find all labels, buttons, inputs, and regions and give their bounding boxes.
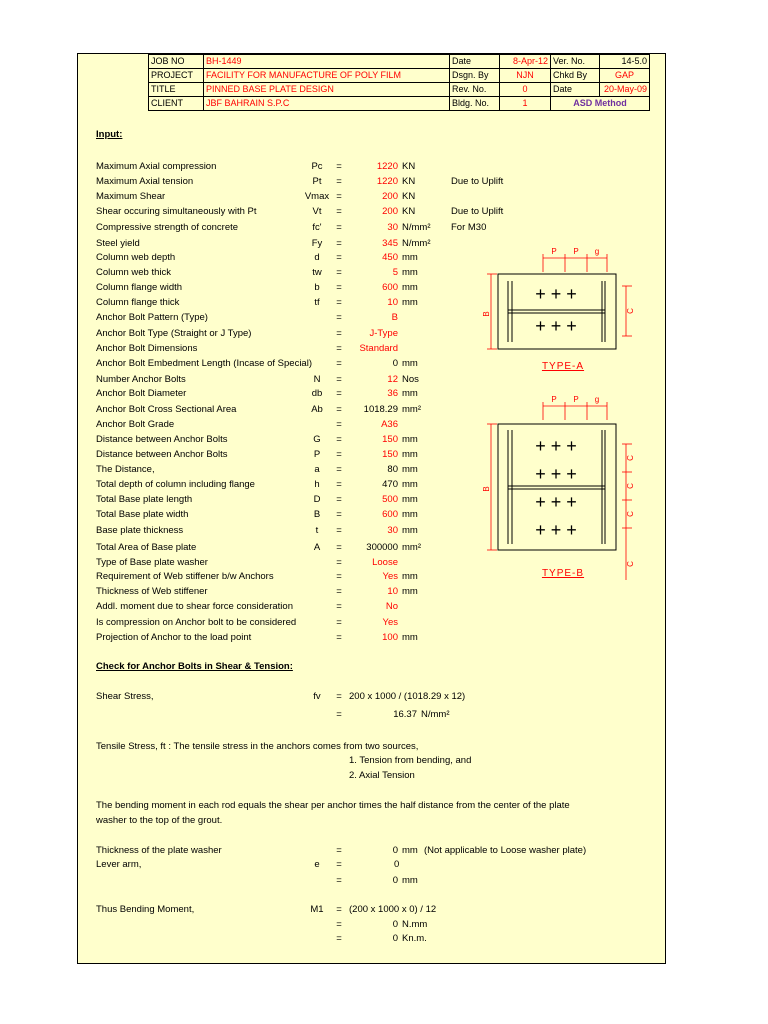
- ver-label: Ver. No.: [550, 54, 600, 69]
- input-row-unit: mm: [402, 434, 418, 445]
- input-row-symbol: Vmax: [304, 191, 330, 202]
- input-row-equals: =: [336, 328, 342, 339]
- input-row-value: J-Type: [369, 328, 398, 339]
- input-row-label: Shear occuring simultaneously with Pt: [96, 206, 257, 217]
- input-row-value: 450: [382, 252, 398, 263]
- dim-b-label: B: [482, 486, 491, 492]
- input-row-unit: mm: [402, 297, 418, 308]
- lever-arm-label: Lever arm,: [96, 859, 142, 870]
- input-row-value: 200: [382, 206, 398, 217]
- chkd-label: Chkd By: [550, 68, 600, 83]
- client-value: JBF BAHRAIN S.P.C: [203, 96, 450, 111]
- input-row-value: 1220: [376, 176, 398, 187]
- input-row-label: Column flange thick: [96, 297, 180, 308]
- lever-eq-2: =: [336, 875, 342, 886]
- dim-c-label: C: [626, 511, 635, 517]
- lever-eq: =: [336, 859, 342, 870]
- dim-c-label: C: [626, 561, 635, 567]
- input-row-label: Total Base plate length: [96, 494, 193, 505]
- bending-moment-symbol: M1: [310, 904, 324, 915]
- input-row-symbol: N: [313, 374, 321, 385]
- input-row-symbol: db: [311, 388, 323, 399]
- input-row-value: 200: [382, 191, 398, 202]
- input-row-symbol: P: [313, 449, 321, 460]
- input-row-equals: =: [336, 297, 342, 308]
- input-row-value: 150: [382, 434, 398, 445]
- title-value: PINNED BASE PLATE DESIGN: [203, 82, 450, 97]
- input-row-symbol: b: [314, 282, 320, 293]
- dim-c-label: C: [626, 483, 635, 489]
- tensile-intro: Tensile Stress, ft : The tensile stress in the anchors comes from two sources,: [96, 741, 419, 752]
- client-label: CLIENT: [148, 96, 204, 111]
- input-row-label: Base plate thickness: [96, 525, 184, 536]
- input-row-equals: =: [336, 343, 342, 354]
- input-row-value: 345: [382, 238, 398, 249]
- input-row-equals: =: [336, 222, 342, 233]
- input-row-unit: Nos: [402, 374, 419, 385]
- shear-unit: N/mm²: [421, 709, 450, 720]
- input-row-unit: mm: [402, 494, 418, 505]
- input-row-equals: =: [336, 161, 342, 172]
- input-row-unit: mm²: [402, 542, 421, 553]
- title-label: TITLE: [148, 82, 204, 97]
- moment-eq-2: =: [336, 919, 342, 930]
- input-row-unit: KN: [402, 161, 416, 172]
- input-row-equals: =: [336, 434, 342, 445]
- input-row-equals: =: [336, 282, 342, 293]
- input-row-label: Thickness of Web stiffener: [96, 586, 208, 597]
- input-row-unit: mm: [402, 282, 418, 293]
- method-label: ASD Method: [550, 96, 650, 111]
- input-row-label: Maximum Axial compression: [96, 161, 217, 172]
- washer-eq: =: [336, 845, 342, 856]
- input-row-value: No: [385, 601, 398, 612]
- shear-value: 16.37: [393, 709, 417, 720]
- input-row-label: Steel yield: [96, 238, 140, 249]
- input-row-label: Maximum Shear: [96, 191, 166, 202]
- input-row-symbol: d: [314, 252, 320, 263]
- moment-unit-2: Kn.m.: [402, 933, 427, 944]
- input-row-value: B: [391, 312, 398, 323]
- input-row-symbol: D: [313, 494, 321, 505]
- input-row-unit: KN: [402, 176, 416, 187]
- input-row-unit: mm: [402, 632, 418, 643]
- shear-eq-2: =: [336, 709, 342, 720]
- input-row-note: Due to Uplift: [451, 176, 504, 187]
- input-row-equals: =: [336, 358, 342, 369]
- input-row-label: Anchor Bolt Diameter: [96, 388, 187, 399]
- input-row-label: Compressive strength of concrete: [96, 222, 239, 233]
- dim-g-label: g: [594, 247, 600, 256]
- input-row-label: Column flange width: [96, 282, 183, 293]
- project-value: FACILITY FOR MANUFACTURE OF POLY FILM: [203, 68, 450, 83]
- rev-value: 0: [499, 82, 551, 97]
- input-row-label: Anchor Bolt Grade: [96, 419, 175, 430]
- type-b-label: TYPE-B: [541, 568, 585, 579]
- input-row-unit: mm: [402, 464, 418, 475]
- input-row-unit: mm: [402, 586, 418, 597]
- input-row-unit: mm: [402, 509, 418, 520]
- input-row-symbol: Ab: [311, 404, 323, 415]
- dim-p-label: P: [573, 247, 579, 256]
- input-row-equals: =: [336, 571, 342, 582]
- input-row-label: Column web thick: [96, 267, 171, 278]
- dim-p-label: P: [551, 247, 557, 256]
- input-row-label: Total depth of column including flange: [96, 479, 255, 490]
- input-row-value: 470: [382, 479, 398, 490]
- dim-c-label: C: [626, 455, 635, 461]
- input-row-symbol: fc': [312, 222, 322, 233]
- input-row-value: 600: [382, 282, 398, 293]
- bending-moment-label: Thus Bending Moment,: [96, 904, 195, 915]
- lever-unit: mm: [402, 875, 418, 886]
- washer-thickness-label: Thickness of the plate washer: [96, 845, 222, 856]
- date2-value: 20-May-09: [599, 82, 650, 97]
- dim-p-label: P: [551, 395, 557, 404]
- bolt-row-4: + + +: [535, 520, 577, 540]
- shear-stress-symbol: fv: [313, 691, 321, 702]
- date-label: Date: [449, 54, 500, 69]
- input-row-value: Yes: [382, 617, 398, 628]
- input-row-value: 5: [392, 267, 398, 278]
- washer-value: 0: [392, 845, 398, 856]
- tensile-source-2: 2. Axial Tension: [349, 770, 415, 781]
- input-row-equals: =: [336, 206, 342, 217]
- input-row-value: 150: [382, 449, 398, 460]
- input-row-value: 1018.29: [363, 404, 398, 415]
- input-row-equals: =: [336, 494, 342, 505]
- bolt-row-1: + + +: [535, 436, 577, 456]
- bending-text-2: washer to the top of the grout.: [96, 815, 223, 826]
- input-row-value: 500: [382, 494, 398, 505]
- moment-eq-3: =: [336, 933, 342, 944]
- input-row-equals: =: [336, 449, 342, 460]
- input-row-equals: =: [336, 374, 342, 385]
- tensile-source-1: 1. Tension from bending, and: [349, 755, 472, 766]
- input-row-equals: =: [336, 252, 342, 263]
- input-row-label: Requirement of Web stiffener b/w Anchors: [96, 571, 274, 582]
- input-row-equals: =: [336, 542, 342, 553]
- shear-eq: =: [336, 691, 342, 702]
- input-row-unit: mm: [402, 252, 418, 263]
- input-row-equals: =: [336, 617, 342, 628]
- moment-eq: =: [336, 904, 342, 915]
- input-row-equals: =: [336, 586, 342, 597]
- moment-value-2: 0: [392, 933, 398, 944]
- input-row-equals: =: [336, 479, 342, 490]
- input-row-unit: KN: [402, 206, 416, 217]
- bolt-row-top: + + +: [535, 284, 577, 304]
- input-row-value: Standard: [359, 343, 398, 354]
- input-row-unit: KN: [402, 191, 416, 202]
- input-row-symbol: Pt: [312, 176, 322, 187]
- input-row-unit: mm: [402, 525, 418, 536]
- bldg-label: Bldg. No.: [449, 96, 500, 111]
- chkd-value: GAP: [599, 68, 650, 83]
- input-row-value: 300000: [366, 542, 398, 553]
- input-row-value: 10: [387, 297, 398, 308]
- input-row-value: 80: [387, 464, 398, 475]
- shear-formula: 200 x 1000 / (1018.29 x 12): [349, 691, 466, 702]
- input-row-label: Projection of Anchor to the load point: [96, 632, 252, 643]
- bolt-row-3: + + +: [535, 492, 577, 512]
- rev-label: Rev. No.: [449, 82, 500, 97]
- dim-p-label: P: [573, 395, 579, 404]
- lever-value: 0: [394, 859, 400, 870]
- input-row-label: The Distance,: [96, 464, 155, 475]
- input-row-equals: =: [336, 632, 342, 643]
- input-row-symbol: Vt: [312, 206, 322, 217]
- dsgn-value: NJN: [499, 68, 551, 83]
- input-row-label: Is compression on Anchor bolt to be considered: [96, 617, 297, 628]
- input-row-value: 36: [387, 388, 398, 399]
- input-row-symbol: Pc: [311, 161, 323, 172]
- dim-b-label: B: [482, 311, 491, 317]
- input-row-value: A36: [381, 419, 398, 430]
- check-heading: Check for Anchor Bolts in Shear & Tension:: [96, 661, 293, 672]
- input-row-equals: =: [336, 388, 342, 399]
- input-row-equals: =: [336, 238, 342, 249]
- project-label: PROJECT: [148, 68, 204, 83]
- input-row-unit: N/mm²: [402, 238, 431, 249]
- input-row-value: 600: [382, 509, 398, 520]
- input-row-unit: mm: [402, 571, 418, 582]
- bending-text-1: The bending moment in each rod equals the shear per anchor times the half distance from the center of the plate: [96, 800, 570, 811]
- input-row-equals: =: [336, 525, 342, 536]
- washer-note: (Not applicable to Loose washer plate): [424, 845, 587, 856]
- input-row-value: Loose: [372, 557, 398, 568]
- input-row-value: 100: [382, 632, 398, 643]
- input-row-value: 0: [392, 358, 398, 369]
- input-row-label: Anchor Bolt Embedment Length (Incase of Special): [96, 358, 312, 369]
- base-plate-type-b-diagram: [483, 392, 648, 582]
- input-row-label: Distance between Anchor Bolts: [96, 449, 228, 460]
- input-row-value: 30: [387, 525, 398, 536]
- date2-label: Date: [550, 82, 600, 97]
- input-heading: Input:: [96, 129, 123, 140]
- input-row-equals: =: [336, 312, 342, 323]
- input-row-value: 10: [387, 586, 398, 597]
- input-row-label: Anchor Bolt Pattern (Type): [96, 312, 208, 323]
- input-row-symbol: t: [315, 525, 319, 536]
- input-row-equals: =: [336, 419, 342, 430]
- bolt-row-2: + + +: [535, 464, 577, 484]
- input-row-symbol: tf: [314, 297, 320, 308]
- input-row-unit: mm: [402, 388, 418, 399]
- moment-formula: (200 x 1000 x 0) / 12: [349, 904, 437, 915]
- input-row-equals: =: [336, 191, 342, 202]
- bldg-value: 1: [499, 96, 551, 111]
- input-row-unit: mm: [402, 358, 418, 369]
- input-row-symbol: B: [313, 509, 321, 520]
- job-no-value: BH-1449: [203, 54, 450, 69]
- input-row-label: Total Area of Base plate: [96, 542, 197, 553]
- input-row-value: Yes: [382, 571, 398, 582]
- type-a-label: TYPE-A: [541, 361, 585, 372]
- shear-stress-label: Shear Stress,: [96, 691, 154, 702]
- dsgn-label: Dsgn. By: [449, 68, 500, 83]
- washer-unit: mm: [402, 845, 418, 856]
- date-value: 8-Apr-12: [499, 54, 551, 69]
- input-row-symbol: Fy: [311, 238, 323, 249]
- input-row-equals: =: [336, 267, 342, 278]
- lever-arm-symbol: e: [314, 859, 320, 870]
- input-row-symbol: tw: [312, 267, 322, 278]
- input-row-equals: =: [336, 557, 342, 568]
- input-row-label: Total Base plate width: [96, 509, 189, 520]
- input-row-equals: =: [336, 176, 342, 187]
- input-row-symbol: h: [314, 479, 320, 490]
- input-row-symbol: A: [313, 542, 321, 553]
- input-row-label: Number Anchor Bolts: [96, 374, 186, 385]
- input-row-label: Type of Base plate washer: [96, 557, 208, 568]
- input-row-symbol: G: [313, 434, 321, 445]
- base-plate-type-a-diagram: [483, 244, 648, 374]
- dim-c-label: C: [626, 308, 635, 314]
- moment-value-1: 0: [392, 919, 398, 930]
- input-row-value: 12: [387, 374, 398, 385]
- dim-g-label: g: [594, 395, 600, 404]
- input-row-equals: =: [336, 464, 342, 475]
- input-row-label: Addl. moment due to shear force consideration: [96, 601, 293, 612]
- input-row-note: For M30: [451, 222, 487, 233]
- input-row-label: Distance between Anchor Bolts: [96, 434, 228, 445]
- input-row-unit: mm: [402, 479, 418, 490]
- moment-unit-1: N.mm: [402, 919, 428, 930]
- input-row-value: 1220: [376, 161, 398, 172]
- input-row-symbol: a: [314, 464, 320, 475]
- input-row-label: Anchor Bolt Type (Straight or J Type): [96, 328, 252, 339]
- input-row-unit: N/mm²: [402, 222, 431, 233]
- input-row-label: Anchor Bolt Dimensions: [96, 343, 198, 354]
- design-sheet: [77, 53, 666, 964]
- input-row-equals: =: [336, 601, 342, 612]
- input-row-equals: =: [336, 509, 342, 520]
- input-row-unit: mm²: [402, 404, 421, 415]
- input-row-label: Anchor Bolt Cross Sectional Area: [96, 404, 237, 415]
- job-no-label: JOB NO: [148, 54, 204, 69]
- input-row-note: Due to Uplift: [451, 206, 504, 217]
- input-row-label: Maximum Axial tension: [96, 176, 194, 187]
- input-row-label: Column web depth: [96, 252, 176, 263]
- lever-value-2: 0: [392, 875, 398, 886]
- input-row-value: 30: [387, 222, 398, 233]
- input-row-equals: =: [336, 404, 342, 415]
- bolt-row-bottom: + + +: [535, 316, 577, 336]
- ver-value: 14-5.0: [599, 54, 650, 69]
- input-row-unit: mm: [402, 449, 418, 460]
- input-row-unit: mm: [402, 267, 418, 278]
